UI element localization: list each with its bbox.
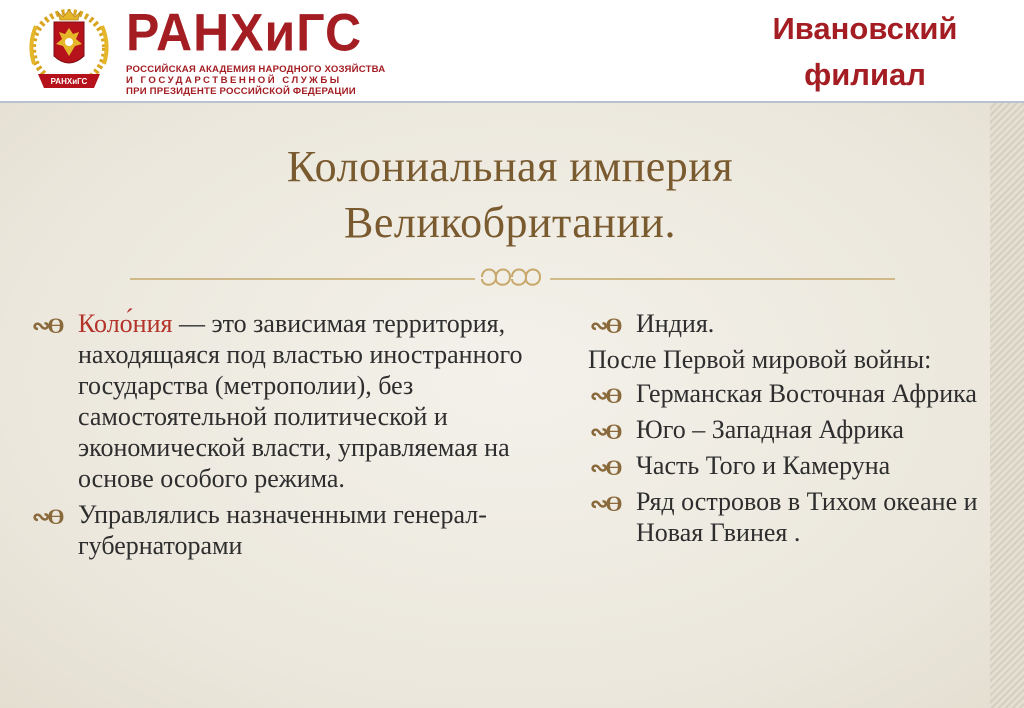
bullet-icon: ∾ϴ [590,491,620,516]
list-item [588,378,998,409]
list-item [30,499,550,561]
list-item [588,414,998,445]
branch-name [750,6,980,98]
logo-subtitle-line-2: И ГОСУДАРСТВЕННОЙ СЛУЖБЫ [126,75,342,86]
bullet-icon: ∾ϴ [32,504,62,529]
logo-subtitle-line-1: РОССИЙСКАЯ АКАДЕМИЯ НАРОДНОГО ХОЗЯЙСТВА [126,64,386,75]
list-item [588,308,998,339]
bullet-icon: ∾ϴ [590,419,620,444]
bullet-icon: ∾ϴ [32,313,62,338]
right-column [588,308,998,553]
branch-line-1: Ивановский [772,11,958,46]
term-colony: Коло́ния [78,309,173,338]
list-item-text: Германская Восточная Африка [636,379,977,408]
list-item-text: Юго – Западная Африка [636,415,904,444]
list-item-text: Часть Того и Камеруна [636,451,891,480]
slide-body [0,103,1024,708]
ornament-divider-icon [130,263,895,293]
slide-title [150,139,870,251]
logo-main-text: РАНХиГС [126,3,363,62]
definition-text: — это зависимая территория, находящаяся под властью иностранного государства (метрополии), без самостоятельной политической и экономической власти, управляемая на основе особого режима. [78,309,523,493]
list-item [30,308,550,494]
list-item-text: Индия. [636,309,715,338]
slide-title-line-2: Великобритании. [344,198,676,247]
emblem-ribbon-text: РАНХиГС [50,77,88,86]
header [0,0,1024,103]
list-item [588,450,998,481]
subheading: После Первой мировой войны: [588,345,932,374]
bullet-icon: ∾ϴ [590,455,620,480]
logo-wordmark [126,2,385,97]
logo-subtitle-line-3: ПРИ ПРЕЗИДЕНТЕ РОССИЙСКОЙ ФЕДЕРАЦИИ [126,86,356,97]
list-item [588,486,998,548]
slide-title-line-1: Колониальная империя [286,142,734,191]
bullet-icon: ∾ϴ [590,313,620,338]
list-item-text: Управлялись назначенными генерал-губернаторами [78,500,487,560]
bullet-icon: ∾ϴ [590,383,620,408]
ranepa-emblem-icon [24,4,114,98]
list-item-text: Ряд островов в Тихом океане и Новая Гвинея . [636,487,978,547]
branch-line-2: филиал [804,57,926,92]
left-column [30,308,550,566]
